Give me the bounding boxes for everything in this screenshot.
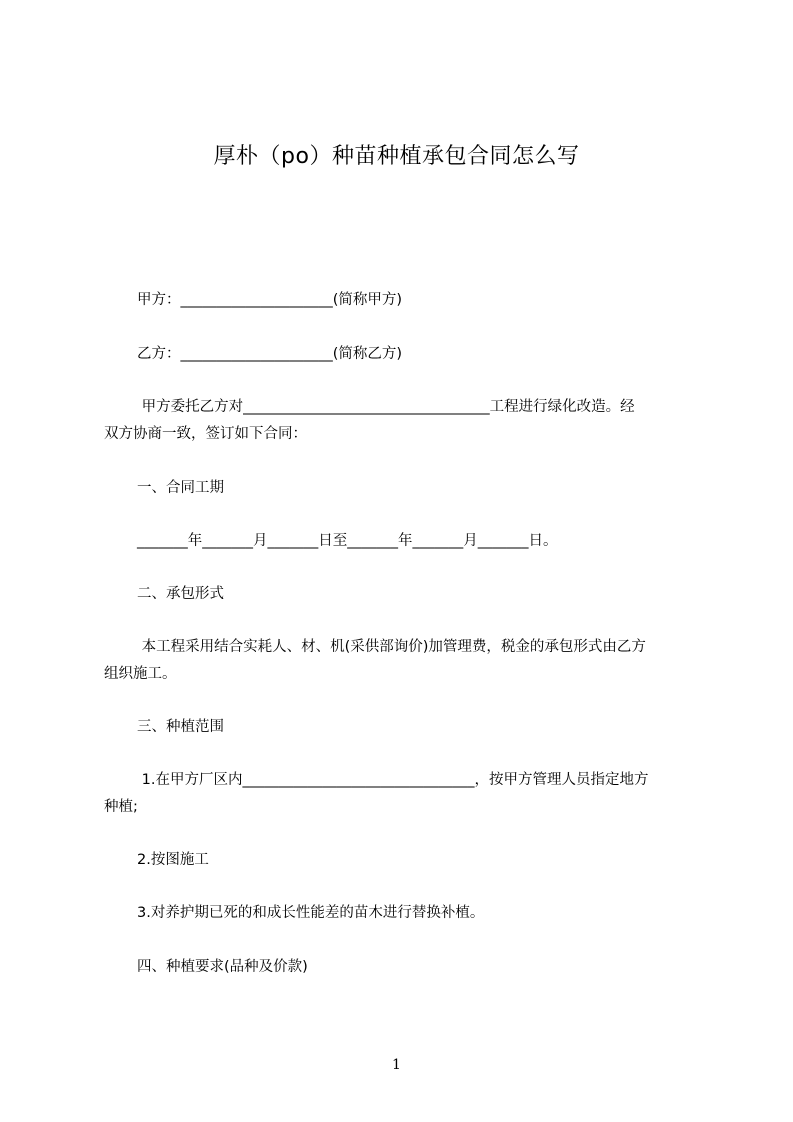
section-4-heading: 四、种植要求(品种及价款): [137, 959, 308, 975]
section-3-heading: 三、种植范围: [137, 719, 224, 735]
planting-scope-item-2: 2.按图施工: [137, 852, 209, 868]
page-number: 1: [392, 1057, 401, 1073]
section-1-heading: 一、合同工期: [137, 480, 224, 496]
party-b-line: 乙方：_____________________(简称乙方): [137, 346, 403, 362]
intro-paragraph: [104, 394, 703, 448]
contract-period-dates: _______年_______月_______日至_______年_______月_______日。: [137, 533, 558, 549]
section-2-heading: 二、承包形式: [137, 586, 224, 602]
planting-scope-item-1-line-2: 种植;: [104, 799, 138, 815]
intro-line-2: 双方协商一致，签订如下合同：: [104, 426, 307, 442]
planting-scope-item-3: 3.对养护期已死的和成长性能差的苗木进行替换补植。: [137, 905, 485, 921]
planting-scope-item-1-line-1: 1.在甲方厂区内________________________________，按甲方管理人员指定地方: [137, 772, 649, 788]
party-a-line: 甲方：_____________________(简称甲方): [137, 292, 403, 308]
planting-scope-item-1: [104, 767, 703, 821]
document-title: 厚朴（po）种苗种植承包合同怎么写: [213, 144, 580, 169]
contract-form-paragraph: [104, 634, 703, 688]
contract-form-line-2: 组织施工。: [104, 666, 177, 682]
intro-line-1: 甲方委托乙方对__________________________________工程进行绿化改造。经: [137, 399, 635, 415]
contract-form-line-1: 本工程采用结合实耗人、材、机(采供部询价)加管理费，税金的承包形式由乙方: [137, 639, 646, 655]
